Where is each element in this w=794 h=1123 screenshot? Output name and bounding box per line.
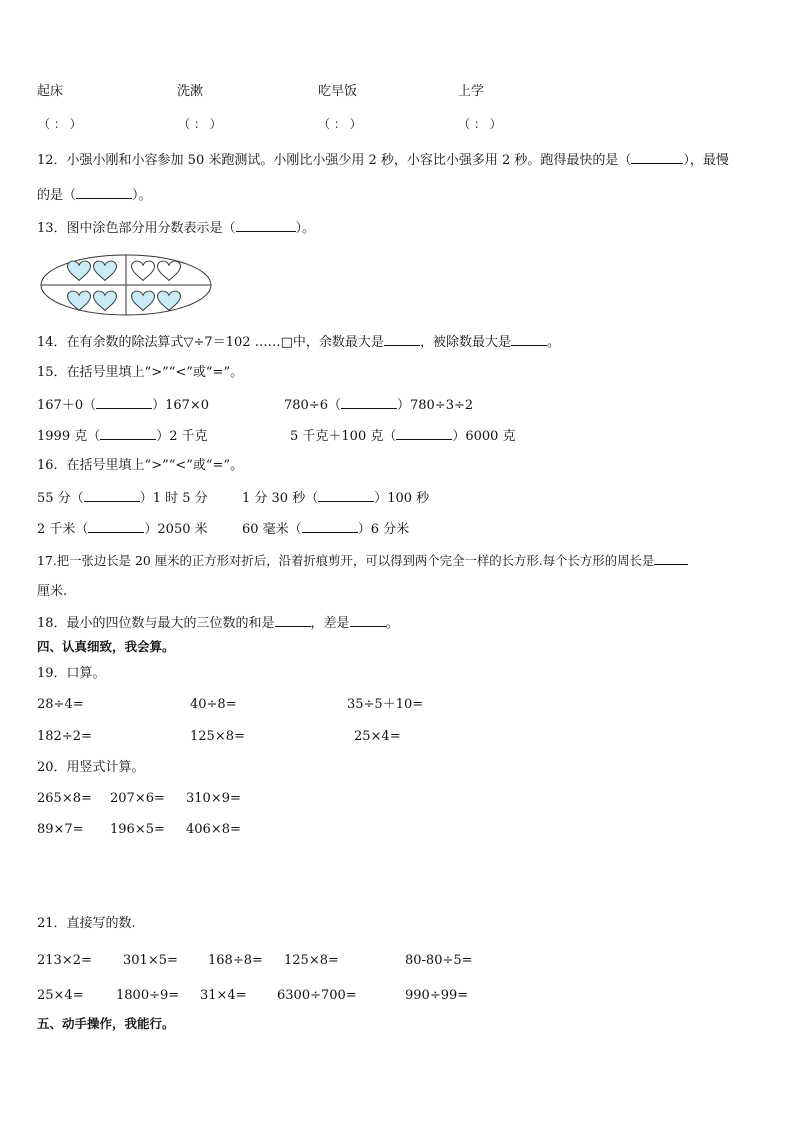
q21-row1-item4: 125×8= — [284, 953, 339, 968]
q16-item-4-left: 60 毫米（ — [242, 522, 302, 537]
question-20-title: 20．用竖式计算。 — [37, 760, 145, 775]
question-12-cont — [37, 186, 152, 204]
q15-item-1 — [37, 396, 209, 414]
time-blank-wash[interactable]: （ ： ） — [178, 117, 222, 131]
q17-blank[interactable] — [654, 552, 688, 565]
section-4-heading: 四、认真细致，我会算。 — [37, 639, 175, 654]
activity-breakfast: 吃早饭 — [318, 84, 358, 99]
q21-row1-item1: 213×2= — [37, 953, 92, 968]
q21-row1-item2: 301×5= — [123, 953, 178, 968]
q19-row2-item3: 25×4= — [354, 729, 401, 744]
q21-row1-item5: 80-80÷5= — [405, 953, 473, 968]
q16-item-3-left: 2 千米（ — [37, 522, 89, 537]
q15-item-1-left: 167＋0（ — [37, 398, 97, 413]
q17-text: 17.把一张边长是 20 厘米的正方形对折后，沿着折痕剪开，可以得到两个完全一样的长方形.每个长方形的周长是 — [37, 553, 655, 568]
q16-item-3-blank[interactable] — [88, 520, 144, 533]
q21-row2-item5: 990÷99= — [405, 988, 469, 1003]
q18-text-b: ，差是 — [310, 616, 350, 631]
q15-item-3 — [37, 427, 208, 445]
question-16-title: 16．在括号里填上“>”“<”或“=”。 — [37, 458, 244, 473]
question-15-title: 15．在括号里填上“>”“<”或“=”。 — [37, 365, 244, 380]
q15-item-1-blank[interactable] — [96, 396, 152, 409]
q16-item-1 — [37, 489, 208, 507]
q18-blank-difference[interactable] — [350, 614, 386, 627]
q20-row1-item1: 265×8= — [37, 791, 92, 806]
q14-blank-remainder[interactable] — [384, 333, 420, 346]
q20-row2-item2: 196×5= — [110, 822, 165, 837]
time-blank-school[interactable]: （ ： ） — [458, 117, 502, 131]
question-12 — [37, 151, 729, 169]
question-19-title: 19．口算。 — [37, 666, 106, 681]
q12-blank-fastest[interactable] — [631, 151, 683, 164]
q15-item-3-right: ）2 千克 — [156, 429, 208, 444]
time-blank-breakfast[interactable]: （ ： ） — [318, 117, 362, 131]
q21-row2-item1: 25×4= — [37, 988, 84, 1003]
question-17-cont: 厘米. — [37, 584, 68, 599]
q13-text-b: ）。 — [295, 221, 316, 236]
q14-text: 14．在有余数的除法算式▽÷7＝102 ……□中，余数最大是 — [37, 335, 384, 350]
q20-row2-item3: 406×8= — [186, 822, 241, 837]
q18-blank-sum[interactable] — [275, 614, 311, 627]
q15-item-3-blank[interactable] — [100, 427, 156, 440]
q13-text: 13．图中涂色部分用分数表示是（ — [37, 221, 236, 236]
time-blank-wake-up[interactable]: （ ： ） — [38, 117, 82, 131]
hearts-ellipse-figure — [39, 253, 213, 317]
q16-item-1-right: ）1 时 5 分 — [139, 491, 208, 506]
q14-blank-dividend[interactable] — [511, 333, 547, 346]
q16-item-3-right: ）2050 米 — [144, 522, 208, 537]
q16-item-4-right: ）6 分米 — [357, 522, 410, 537]
question-13 — [37, 219, 315, 237]
q18-text: 18．最小的四位数与最大的三位数的和是 — [37, 616, 275, 631]
q15-item-4-right: ）6000 克 — [452, 429, 516, 444]
activity-wash: 洗漱 — [177, 84, 204, 99]
q16-item-2-left: 1 分 30 秒（ — [242, 491, 319, 506]
q15-item-4 — [290, 427, 516, 445]
q15-item-2-right: ）780÷3÷2 — [396, 398, 474, 413]
q12-text-b: ），最慢 — [683, 153, 729, 168]
question-17 — [37, 552, 688, 569]
q21-row2-item4: 6300÷700= — [277, 988, 357, 1003]
q12-text-c: 的是（ — [37, 188, 77, 203]
q14-text-b: ，被除数最大是 — [419, 335, 511, 350]
q16-item-4-blank[interactable] — [302, 520, 358, 533]
q16-item-1-blank[interactable] — [84, 489, 140, 502]
q15-item-4-left: 5 千克＋100 克（ — [290, 429, 397, 444]
q20-row2-item1: 89×7= — [37, 822, 84, 837]
q21-row2-item2: 1800÷9= — [116, 988, 180, 1003]
q16-item-3 — [37, 520, 208, 538]
q13-blank[interactable] — [236, 219, 296, 232]
q16-item-1-left: 55 分（ — [37, 491, 84, 506]
q16-item-2-blank[interactable] — [318, 489, 374, 502]
q19-row2-item2: 125×8= — [190, 729, 245, 744]
q19-row2-item1: 182÷2= — [37, 729, 92, 744]
q19-row1-item1: 28÷4= — [37, 697, 84, 712]
question-21-title: 21．直接写的数. — [37, 916, 136, 931]
q21-row1-item3: 168÷8= — [208, 953, 263, 968]
q15-item-1-right: ）167×0 — [152, 398, 210, 413]
q12-text-d: ）。 — [132, 188, 152, 203]
q16-item-2 — [242, 489, 429, 507]
q16-item-4 — [242, 520, 409, 538]
q15-item-2-blank[interactable] — [341, 396, 397, 409]
activity-school: 上学 — [458, 84, 485, 99]
activity-wake-up: 起床 — [37, 84, 64, 99]
q14-text-c: 。 — [546, 335, 560, 350]
q12-text: 12．小强小刚和小容参加 50 米跑测试。小刚比小强少用 2 秒，小容比小强多用 2 秒。跑得最快的是（ — [37, 153, 632, 168]
q20-row1-item2: 207×6= — [110, 791, 165, 806]
q15-item-2 — [284, 396, 473, 414]
q15-item-3-left: 1999 克（ — [37, 429, 101, 444]
question-18 — [37, 614, 399, 632]
q19-row1-item2: 40÷8= — [190, 697, 237, 712]
section-5-heading: 五、动手操作，我能行。 — [37, 1016, 175, 1031]
q18-text-c: 。 — [385, 616, 399, 631]
q20-row1-item3: 310×9= — [186, 791, 241, 806]
q15-item-4-blank[interactable] — [396, 427, 452, 440]
q16-item-2-right: ）100 秒 — [374, 491, 430, 506]
question-14 — [37, 333, 560, 351]
q12-blank-slowest[interactable] — [76, 186, 132, 199]
q21-row2-item3: 31×4= — [200, 988, 247, 1003]
q19-row1-item3: 35÷5＋10= — [347, 697, 424, 712]
q15-item-2-left: 780÷6（ — [284, 398, 341, 413]
